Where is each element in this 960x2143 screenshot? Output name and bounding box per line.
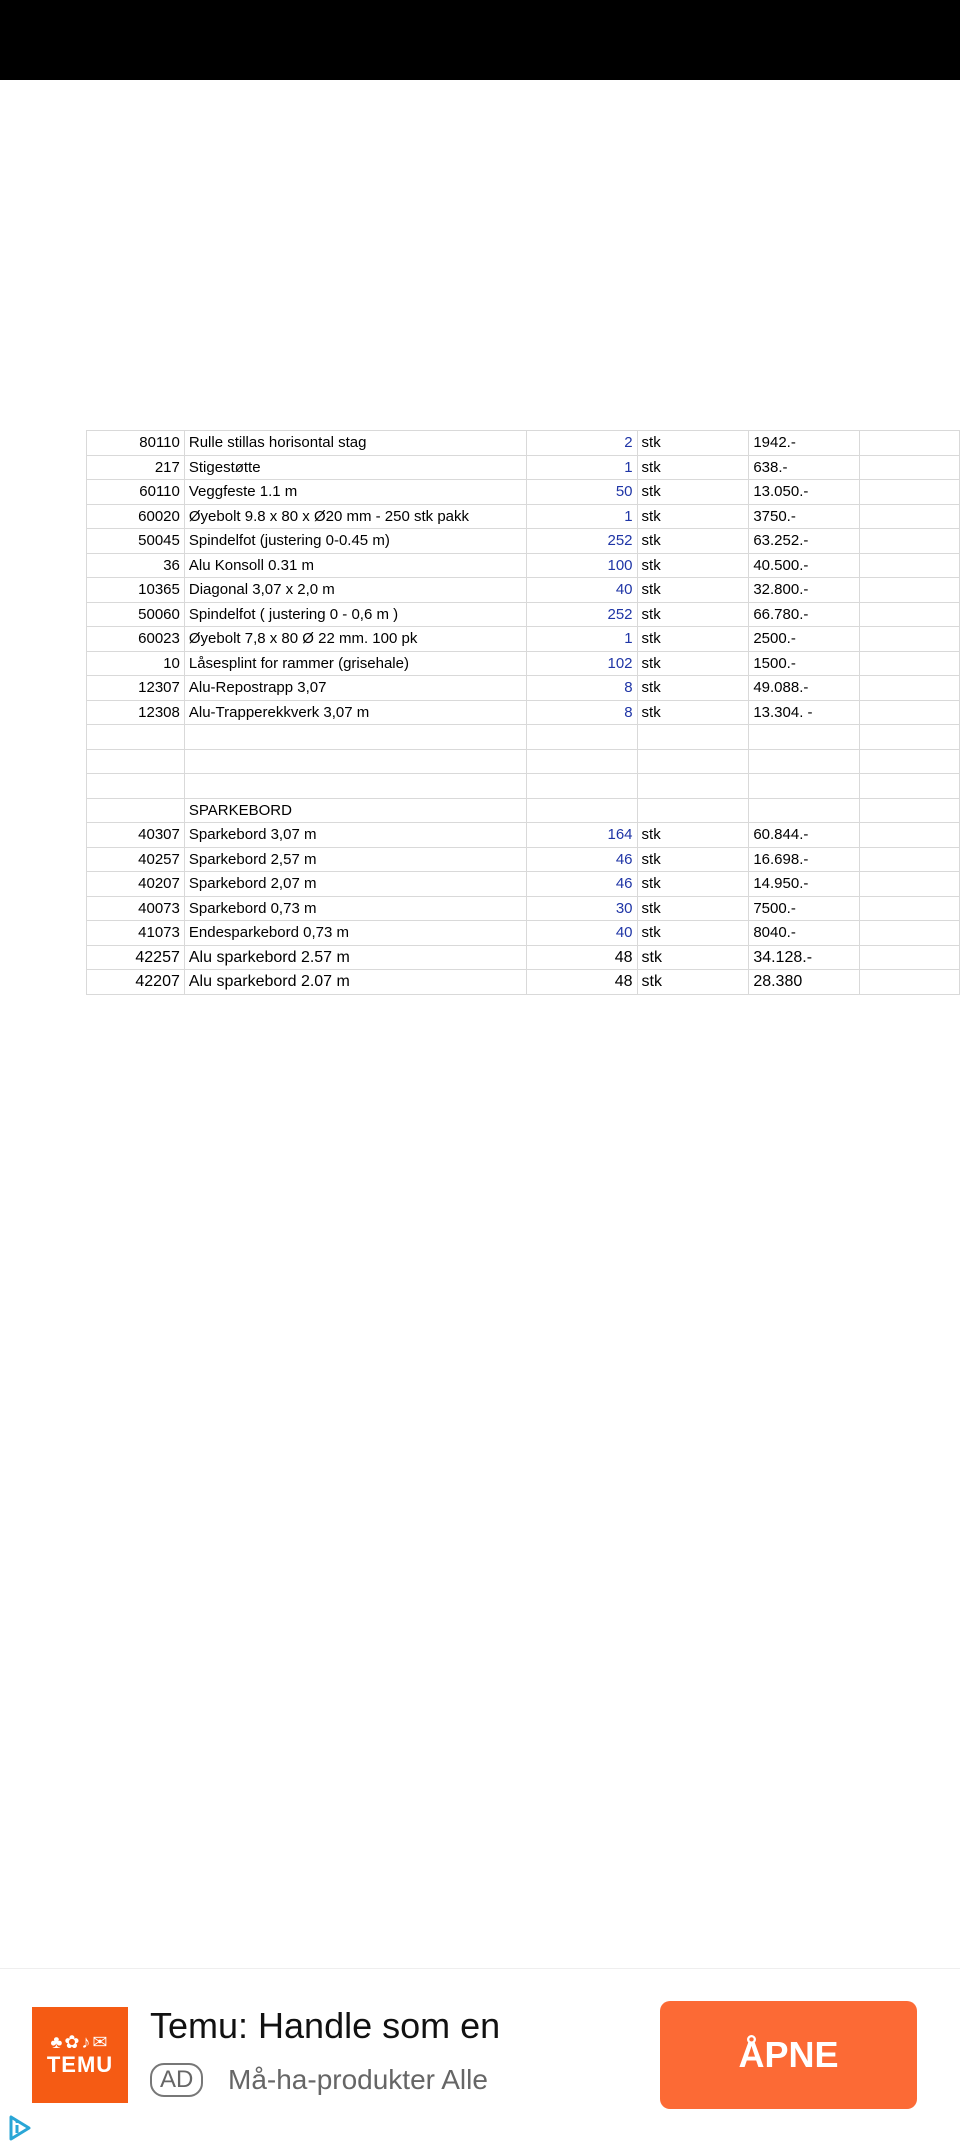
price-cell[interactable] [749,798,860,823]
price-cell[interactable]: 13.304. - [749,700,860,725]
unit-cell[interactable] [637,749,749,774]
empty-cell[interactable] [860,823,960,848]
empty-cell[interactable] [860,578,960,603]
unit-cell[interactable] [637,725,749,750]
price-cell[interactable]: 40.500.- [749,553,860,578]
description-cell[interactable] [184,774,526,799]
description-cell[interactable]: Spindelfot ( justering 0 - 0,6 m ) [184,602,526,627]
description-cell[interactable]: Sparkebord 2,57 m [184,847,526,872]
table-row [87,847,960,872]
empty-cell[interactable] [860,921,960,946]
spreadsheet-table [86,430,960,995]
table-row [87,480,960,505]
item-code-cell[interactable]: 12307 [87,676,185,701]
ad-subtitle[interactable]: Må-ha-produkter Alle [228,2064,488,2095]
quantity-cell[interactable]: 48 [526,945,637,970]
quantity-cell[interactable]: 1 [526,627,637,652]
description-cell[interactable]: Stigestøtte [184,455,526,480]
price-cell[interactable]: 16.698.- [749,847,860,872]
price-cell[interactable]: 3750.- [749,504,860,529]
quantity-cell[interactable]: 102 [526,651,637,676]
table-row [87,676,960,701]
empty-cell[interactable] [860,749,960,774]
item-code-cell[interactable]: 40257 [87,847,185,872]
table-row [87,725,960,750]
price-cell[interactable] [749,725,860,750]
quantity-cell[interactable]: 252 [526,602,637,627]
table-row [87,774,960,799]
item-code-cell[interactable] [87,774,185,799]
table-row [87,651,960,676]
empty-cell[interactable] [860,651,960,676]
unit-cell[interactable]: stk [637,504,749,529]
unit-cell[interactable]: stk [637,553,749,578]
description-cell[interactable]: Alu-Repostrapp 3,07 [184,676,526,701]
item-code-cell[interactable] [87,798,185,823]
item-code-cell[interactable]: 60020 [87,504,185,529]
table-row [87,970,960,995]
description-cell[interactable]: Øyebolt 9.8 x 80 x Ø20 mm - 250 stk pakk [184,504,526,529]
price-cell[interactable]: 32.800.- [749,578,860,603]
item-code-cell[interactable]: 80110 [87,431,185,456]
description-cell[interactable]: Endesparkebord 0,73 m [184,921,526,946]
price-cell[interactable]: 60.844.- [749,823,860,848]
unit-cell[interactable]: stk [637,921,749,946]
unit-cell[interactable]: stk [637,602,749,627]
unit-cell[interactable]: stk [637,578,749,603]
price-cell[interactable]: 14.950.- [749,872,860,897]
quantity-cell[interactable]: 50 [526,480,637,505]
item-code-cell[interactable]: 40073 [87,896,185,921]
unit-cell[interactable]: stk [637,455,749,480]
empty-cell[interactable] [860,627,960,652]
table-row [87,529,960,554]
empty-cell[interactable] [860,798,960,823]
table-row [87,578,960,603]
unit-cell[interactable]: stk [637,945,749,970]
unit-cell[interactable]: stk [637,627,749,652]
item-code-cell[interactable]: 60110 [87,480,185,505]
quantity-cell[interactable]: 30 [526,896,637,921]
description-cell[interactable]: Øyebolt 7,8 x 80 Ø 22 mm. 100 pk [184,627,526,652]
description-cell[interactable]: Sparkebord 0,73 m [184,896,526,921]
empty-cell[interactable] [860,504,960,529]
price-cell[interactable]: 13.050.- [749,480,860,505]
table-row [87,896,960,921]
price-cell[interactable]: 1942.- [749,431,860,456]
quantity-cell[interactable]: 252 [526,529,637,554]
table-row [87,823,960,848]
price-cell[interactable]: 7500.- [749,896,860,921]
description-cell[interactable]: Låsesplint for rammer (grisehale) [184,651,526,676]
table-row [87,921,960,946]
price-cell[interactable] [749,774,860,799]
table-row [87,945,960,970]
empty-cell[interactable] [860,676,960,701]
item-code-cell[interactable]: 41073 [87,921,185,946]
description-cell[interactable]: Rulle stillas horisontal stag [184,431,526,456]
table-row [87,872,960,897]
table-row [87,504,960,529]
empty-cell[interactable] [860,847,960,872]
price-cell[interactable]: 34.128.- [749,945,860,970]
price-cell[interactable]: 638.- [749,455,860,480]
unit-cell[interactable]: stk [637,896,749,921]
quantity-cell[interactable]: 8 [526,700,637,725]
empty-cell[interactable] [860,602,960,627]
description-cell[interactable]: Alu Konsoll 0.31 m [184,553,526,578]
item-code-cell[interactable]: 10 [87,651,185,676]
table-row [87,431,960,456]
quantity-cell[interactable] [526,798,637,823]
quantity-cell[interactable] [526,774,637,799]
unit-cell[interactable]: stk [637,872,749,897]
item-code-cell[interactable]: 217 [87,455,185,480]
table-row [87,749,960,774]
unit-cell[interactable]: stk [637,480,749,505]
price-cell[interactable]: 2500.- [749,627,860,652]
item-code-cell[interactable]: 10365 [87,578,185,603]
table-row [87,602,960,627]
unit-cell[interactable] [637,774,749,799]
empty-cell[interactable] [860,529,960,554]
unit-cell[interactable]: stk [637,847,749,872]
empty-cell[interactable] [860,700,960,725]
table-row [87,798,960,823]
description-cell[interactable] [184,749,526,774]
price-cell[interactable]: 8040.- [749,921,860,946]
price-cell[interactable]: 49.088.- [749,676,860,701]
adchoices-icon[interactable] [4,2113,34,2143]
description-cell[interactable] [184,725,526,750]
item-code-cell[interactable]: 60023 [87,627,185,652]
empty-cell[interactable] [860,725,960,750]
item-code-cell[interactable]: 50045 [87,529,185,554]
table-row [87,455,960,480]
description-cell[interactable]: SPARKEBORD [184,798,526,823]
price-cell[interactable]: 1500.- [749,651,860,676]
unit-cell[interactable]: stk [637,823,749,848]
quantity-cell[interactable]: 100 [526,553,637,578]
quantity-cell[interactable]: 1 [526,455,637,480]
empty-cell[interactable] [860,480,960,505]
description-cell[interactable]: Alu sparkebord 2.07 m [184,970,526,995]
ad-banner[interactable] [0,1968,960,2141]
quantity-cell[interactable]: 48 [526,970,637,995]
price-cell[interactable] [749,749,860,774]
price-cell[interactable]: 66.780.- [749,602,860,627]
empty-cell[interactable] [860,431,960,456]
empty-cell[interactable] [860,553,960,578]
unit-cell[interactable] [637,798,749,823]
item-code-cell[interactable] [87,749,185,774]
item-code-cell[interactable]: 40207 [87,872,185,897]
price-cell[interactable]: 28.380 [749,970,860,995]
unit-cell[interactable]: stk [637,431,749,456]
item-code-cell[interactable]: 42207 [87,970,185,995]
item-code-cell[interactable] [87,725,185,750]
quantity-cell[interactable]: 2 [526,431,637,456]
description-cell[interactable]: Sparkebord 3,07 m [184,823,526,848]
description-cell[interactable]: Sparkebord 2,07 m [184,872,526,897]
empty-cell[interactable] [860,774,960,799]
item-code-cell[interactable]: 42257 [87,945,185,970]
price-cell[interactable]: 63.252.- [749,529,860,554]
item-code-cell[interactable]: 36 [87,553,185,578]
quantity-cell[interactable]: 1 [526,504,637,529]
description-cell[interactable]: Diagonal 3,07 x 2,0 m [184,578,526,603]
temu-logo-word: TEMU [46,2052,114,2077]
description-cell[interactable]: Spindelfot (justering 0-0.45 m) [184,529,526,554]
unit-cell[interactable]: stk [637,700,749,725]
unit-cell[interactable]: stk [637,651,749,676]
quantity-cell[interactable]: 46 [526,872,637,897]
empty-cell[interactable] [860,945,960,970]
ad-badge: AD [150,2063,203,2097]
quantity-cell[interactable]: 40 [526,578,637,603]
ad-title[interactable]: Temu: Handle som en [150,2005,501,2046]
item-code-cell[interactable]: 50060 [87,602,185,627]
description-cell[interactable]: Alu sparkebord 2.57 m [184,945,526,970]
quantity-cell[interactable]: 40 [526,921,637,946]
unit-cell[interactable]: stk [637,529,749,554]
quantity-cell[interactable] [526,725,637,750]
description-cell[interactable]: Alu-Trapperekkverk 3,07 m [184,700,526,725]
empty-cell[interactable] [860,970,960,995]
empty-cell[interactable] [860,896,960,921]
item-code-cell[interactable]: 12308 [87,700,185,725]
quantity-cell[interactable] [526,749,637,774]
quantity-cell[interactable]: 8 [526,676,637,701]
temu-logo[interactable] [32,2007,128,2103]
unit-cell[interactable]: stk [637,676,749,701]
empty-cell[interactable] [860,872,960,897]
open-button[interactable]: ÅPNE [660,2001,917,2109]
description-cell[interactable]: Veggfeste 1.1 m [184,480,526,505]
status-bar [0,0,960,80]
empty-cell[interactable] [860,455,960,480]
table-row [87,627,960,652]
temu-logo-glyphs: ♣✿♪✉ [50,2032,110,2052]
table-row [87,700,960,725]
quantity-cell[interactable]: 46 [526,847,637,872]
quantity-cell[interactable]: 164 [526,823,637,848]
table-row [87,553,960,578]
item-code-cell[interactable]: 40307 [87,823,185,848]
unit-cell[interactable]: stk [637,970,749,995]
